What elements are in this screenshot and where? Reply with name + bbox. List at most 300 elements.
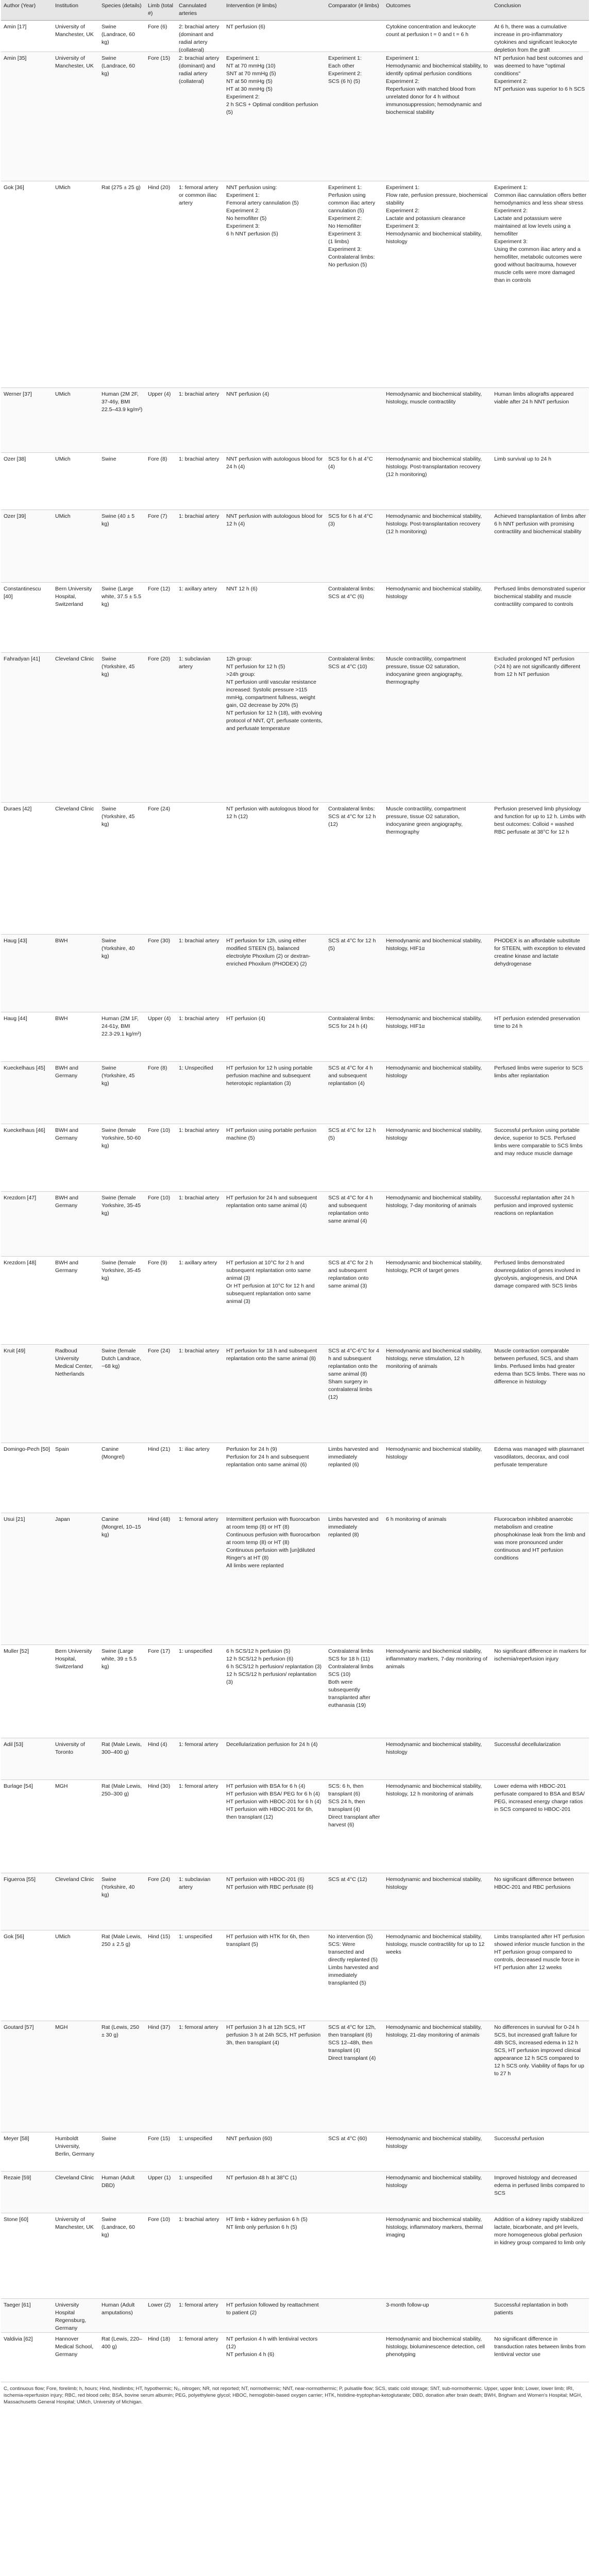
limb-cell [145, 2021, 176, 2132]
species-cell-text: Swine (female Yorkshire, 35-45 kg) [102, 1195, 141, 1216]
author-cell [1, 1930, 53, 2021]
outcomes-cell-text: Hemodynamic and biochemical stability, inflammatory markers, 7-day monitoring of animals [386, 1648, 487, 1670]
institution-cell [53, 2172, 99, 2213]
arteries-cell-text: 1: brachial artery [179, 1127, 220, 1133]
conclusion-cell [492, 1873, 589, 1930]
outcomes-cell-text: Muscle contractility, compartment pressure, tissue O2 saturation, indocyanine green angiography, thermography [386, 656, 466, 685]
species-cell-text: Swine (Yorkshire, 45 kg) [102, 656, 135, 677]
comparator-cell-text: SCS at 4°C for 4 h and subsequent replantation (4) [328, 1065, 373, 1087]
limb-cell-text: Hind (20) [148, 184, 171, 191]
arteries-cell [176, 1124, 224, 1192]
author-cell-text: Taeger [61] [4, 2302, 31, 2308]
conclusion-cell [492, 1930, 589, 2021]
outcomes-cell [383, 2299, 492, 2333]
conclusion-cell [492, 2172, 589, 2213]
species-cell-text: Swine [102, 2136, 116, 2142]
species-cell [99, 2172, 145, 2213]
intervention-cell-text: 12h group: NT perfusion for 12 h (5) >24h group: NT perfusion until vascular resistance increased: Systolic pressure >115 mmHg, compartment fullness, weight gain, O2 decrease by 20% (5) NT perfusion for 12 h (18), with evolving protocol of NNT, QT, perfusate contents, and perfusate temperature [226, 656, 323, 732]
institution-cell-text: Cleveland Clinic [55, 2175, 94, 2181]
conclusion-cell-text: Perfused limbs were superior to SCS limbs after replantation [494, 1065, 583, 1079]
institution-cell-text: Spain [55, 1446, 69, 1452]
table-row [1, 1012, 589, 1062]
intervention-cell [224, 453, 326, 510]
limb-cell-text: Hind (15) [148, 1934, 171, 1940]
limb-cell-text: Hind (4) [148, 1741, 167, 1748]
comparator-cell [326, 1873, 383, 1930]
conclusion-cell [492, 1257, 589, 1345]
species-cell [99, 2299, 145, 2333]
intervention-cell-text: NNT perfusion with autologous blood for 12 h (4) [226, 513, 323, 527]
outcomes-cell [383, 1012, 492, 1062]
author-cell-text: Fahradyan [41] [4, 656, 40, 662]
intervention-cell [224, 2132, 326, 2172]
species-cell [99, 935, 145, 1012]
species-cell [99, 1513, 145, 1645]
intervention-cell [224, 1062, 326, 1124]
species-cell [99, 1345, 145, 1443]
intervention-cell-text: HT perfusion with HTK for 6h, then transplant (5) [226, 1934, 310, 1947]
conclusion-cell [492, 583, 589, 653]
species-cell [99, 453, 145, 510]
comparator-cell [326, 2333, 383, 2382]
arteries-cell [176, 653, 224, 803]
arteries-cell [176, 1012, 224, 1062]
limb-cell [145, 2132, 176, 2172]
comparator-cell [326, 1738, 383, 1780]
conclusion-cell [492, 803, 589, 935]
table-row [1, 2299, 589, 2333]
institution-cell [53, 1873, 99, 1930]
institution-cell-text: UMich [55, 456, 71, 462]
intervention-cell-text: HT perfusion 3 h at 12h SCS, HT perfusion 3 h at 24h SCS, HT perfusion 3h, then transplant (4) [226, 2024, 321, 2046]
outcomes-cell-text: Experiment 1: Flow rate, perfusion pressure, biochemical stability Experiment 2: Lactate and potassium clearance Experiment 3: Hemodynamic and biochemical stability, histology [386, 184, 488, 245]
institution-cell [53, 1124, 99, 1192]
arteries-cell-text: 1: brachial artery [179, 1195, 220, 1201]
intervention-cell-text: Intermittent perfusion with fluorocarbon at room temp (8) or HT (8) Continuous perfusion with fluorocarbon at room temp (8) or HT (8) Continuous perfusion with [un]diluted Ringer's at HT (8) All limbs were replanted [226, 1516, 321, 1569]
arteries-cell [176, 1062, 224, 1124]
arteries-cell [176, 21, 224, 52]
table-row [1, 1062, 589, 1124]
limb-cell-text: Lower (2) [148, 2302, 171, 2308]
species-cell [99, 52, 145, 181]
intervention-cell-text: NNT 12 h (6) [226, 586, 258, 592]
limb-cell [145, 1645, 176, 1738]
author-cell-text: Burlage [54] [4, 1783, 33, 1789]
conclusion-cell-text: Successful decellularization [494, 1741, 561, 1748]
comparator-cell [326, 388, 383, 453]
table-row [1, 1738, 589, 1780]
table-row [1, 388, 589, 453]
institution-cell [53, 1257, 99, 1345]
limb-cell-text: Upper (4) [148, 391, 171, 397]
limb-cell [145, 1873, 176, 1930]
arteries-cell-text: 2: brachial artery (dominant) and radial artery (collateral) [179, 55, 220, 84]
table-row [1, 583, 589, 653]
comparator-cell-text [328, 2174, 381, 2210]
author-cell-text: Figueroa [55] [4, 1876, 36, 1883]
comparator-cell-text: Limbs harvested and immediately replanted (8) [328, 1516, 379, 1538]
limb-cell [145, 1738, 176, 1780]
intervention-cell-text: HT limb + kidney perfusion 6 h (5) NT limb only perfusion 6 h (5) [226, 2216, 308, 2230]
species-cell [99, 388, 145, 453]
comparator-cell [326, 1192, 383, 1257]
limb-cell [145, 510, 176, 583]
outcomes-cell [383, 21, 492, 52]
arteries-cell-text [179, 805, 221, 931]
outcomes-cell-text: Hemodynamic and biochemical stability, histology, 21-day monitoring of animals [386, 2024, 482, 2038]
species-cell-text: Swine (female Dutch Landrace, ~68 kg) [102, 1348, 142, 1369]
intervention-cell [224, 1345, 326, 1443]
limb-cell-text: Fore (24) [148, 1348, 171, 1354]
intervention-cell-text: NNT perfusion (60) [226, 2136, 273, 2142]
arteries-cell [176, 1780, 224, 1873]
species-cell [99, 653, 145, 803]
institution-cell-text: UMich [55, 184, 71, 191]
author-cell-text: Kueckelhaus [46] [4, 1127, 45, 1133]
arteries-cell-text: 1: brachial artery [179, 513, 220, 519]
intervention-cell [224, 803, 326, 935]
conclusion-cell [492, 2299, 589, 2333]
outcomes-cell [383, 1443, 492, 1513]
intervention-cell-text: NT perfusion with HBOC-201 (6) NT perfusion with RBC perfusate (6) [226, 1876, 314, 1890]
table-row [1, 1513, 589, 1645]
table-row [1, 2021, 589, 2132]
author-cell-text: Usui [21] [4, 1516, 25, 1522]
outcomes-cell-text: Hemodynamic and biochemical stability, histology [386, 2136, 482, 2149]
arteries-cell [176, 1192, 224, 1257]
limb-cell [145, 2299, 176, 2333]
intervention-cell-text: NNT perfusion (4) [226, 391, 269, 397]
intervention-cell-text: NNT perfusion using: Experiment 1: Femoral artery cannulation (5) Experiment 2: No hemofilter (5) Experiment 3: 6 h NNT perfusion (5) [226, 184, 299, 237]
outcomes-cell [383, 510, 492, 583]
limb-cell [145, 1192, 176, 1257]
institution-cell [53, 1192, 99, 1257]
arteries-cell-text: 1: femoral artery [179, 2024, 218, 2030]
author-cell-text: Rezaie [59] [4, 2175, 31, 2181]
conclusion-cell-text: Experiment 1: Common iliac cannulation offers better hemodynamics and less shear stress Experiment 2: Lactate and potassium were maintained at low levels using a hemofilter Experiment 3: Using the common iliac artery and a hemofilter, metabolic outcomes were good without bacitrauma, however muscle cells were more damaged than in controls [494, 184, 586, 283]
limb-cell-text: Fore (6) [148, 24, 167, 30]
arteries-cell [176, 803, 224, 935]
arteries-cell [176, 1930, 224, 2021]
comparator-cell [326, 52, 383, 181]
institution-cell-text: BWH and Germany [55, 1127, 78, 1141]
intervention-cell-text: HT perfusion followed by reattachment to patient (2) [226, 2302, 319, 2316]
author-cell-text: Gok [36] [4, 184, 24, 191]
species-cell-text: Swine (Yorkshire, 40 kg) [102, 938, 135, 959]
limb-cell [145, 583, 176, 653]
species-cell-text: Human (Adult amputations) [102, 2302, 135, 2316]
intervention-cell [224, 2299, 326, 2333]
author-cell [1, 52, 53, 181]
arteries-cell [176, 1738, 224, 1780]
table-row [1, 21, 589, 52]
comparator-cell [326, 510, 383, 583]
intervention-cell [224, 1873, 326, 1930]
author-cell [1, 1124, 53, 1192]
limb-cell-text: Fore (15) [148, 2136, 171, 2142]
arteries-cell-text: 1: subclavian artery [179, 1876, 211, 1890]
comparator-cell [326, 1930, 383, 2021]
comparator-cell [326, 2132, 383, 2172]
author-cell [1, 653, 53, 803]
arteries-cell-text: 1: brachial artery [179, 2216, 220, 2223]
institution-cell [53, 1645, 99, 1738]
arteries-cell-text: 1: femoral artery [179, 1516, 218, 1522]
species-cell-text: Swine (Yorkshire, 40 kg) [102, 1876, 135, 1898]
arteries-cell [176, 181, 224, 388]
author-cell [1, 388, 53, 453]
species-cell-text: Swine (Landrace, 60 kg) [102, 24, 135, 45]
intervention-cell-text: Perfusion for 24 h (9) Perfusion for 24 h and subsequent replantation onto same animal (6) [226, 1446, 309, 1468]
outcomes-cell [383, 2213, 492, 2299]
intervention-cell-text: NT perfusion 48 h at 38°C (1) [226, 2175, 297, 2181]
comparator-cell-text: Contralateral limbs: SCS at 4°C (6) [328, 586, 375, 600]
table-body [1, 21, 589, 2382]
comparator-cell-text [328, 2335, 381, 2379]
institution-cell-text: University Hospital Regensburg, Germany [55, 2302, 87, 2331]
conclusion-cell-text: Perfusion preserved limb physiology and function for up to 12 h. Limbs with best outcomes: Colloid + washed RBC perfusate at 38°C for 12 h [494, 806, 586, 835]
conclusion-cell [492, 1645, 589, 1738]
author-cell [1, 1257, 53, 1345]
col-comparator-header: Comparator (# limbs) [326, 0, 383, 21]
author-cell-text: Domingo-Pech [50] [4, 1446, 50, 1452]
species-cell-text: Rat (Male Lewis, 250–300 g) [102, 1783, 142, 1797]
comparator-cell [326, 1062, 383, 1124]
outcomes-cell [383, 1513, 492, 1645]
intervention-cell [224, 583, 326, 653]
conclusion-cell [492, 388, 589, 453]
institution-cell-text: MGH [55, 2024, 68, 2030]
outcomes-cell [383, 181, 492, 388]
conclusion-cell [492, 1513, 589, 1645]
outcomes-cell-text: Hemodynamic and biochemical stability, histology. Post-transplantation recovery (12 h monitoring) [386, 456, 482, 478]
table-row [1, 1780, 589, 1873]
comparator-cell-text: SCS for 6 h at 4°C (4) [328, 456, 373, 470]
institution-cell [53, 583, 99, 653]
comparator-cell-text [328, 23, 381, 48]
intervention-cell-text: HT perfusion for 12h, using either modified STEEN (5), balanced electrolyte Phoxilum (2) or dextran-enriched Phoxilum (PHODEX) (2) [226, 938, 311, 967]
institution-cell [53, 2132, 99, 2172]
institution-cell-text: BWH and Germany [55, 1260, 78, 1274]
conclusion-cell-text: Addition of a kidney rapidly stabilized lactate, bicarbonate, and pH levels, more homogeneous global perfusion in kidney group compared to limb only [494, 2216, 585, 2246]
conclusion-cell [492, 1062, 589, 1124]
intervention-cell [224, 1513, 326, 1645]
institution-cell-text: Hannover Medical School, Germany [55, 2336, 94, 2358]
col-arteries-header: Cannulated arteries [176, 0, 224, 21]
author-cell-text: Werner [37] [4, 391, 32, 397]
outcomes-cell-text: Hemodynamic and biochemical stability, histology, bioluminescence detection, cell phenotyping [386, 2336, 485, 2358]
comparator-cell [326, 935, 383, 1012]
outcomes-cell-text: Hemodynamic and biochemical stability, histology [386, 2175, 482, 2189]
arteries-cell-text: 1: unspecified [179, 2136, 212, 2142]
limb-cell-text: Fore (8) [148, 1065, 167, 1071]
institution-cell-text: Humboldt University, Berlin, Germany [55, 2136, 94, 2157]
institution-cell-text: BWH [55, 1015, 68, 1022]
species-cell-text: Swine (Yorkshire, 45 kg) [102, 1065, 135, 1087]
arteries-cell [176, 388, 224, 453]
outcomes-cell [383, 1873, 492, 1930]
limb-cell-text: Fore (9) [148, 1260, 167, 1266]
arteries-cell-text: 1: femoral artery [179, 1741, 218, 1748]
table-row [1, 2213, 589, 2299]
institution-cell-text: University of Toronto [55, 1741, 85, 1755]
intervention-cell-text: NT perfusion 4 h with lentiviral vectors (12) NT perfusion 4 h (6) [226, 2336, 318, 2358]
comparator-cell-text: Contralateral limbs: SCS at 4°C (10) [328, 656, 375, 670]
conclusion-cell-text: Successful replantation in both patients [494, 2302, 568, 2316]
arteries-cell-text: 1: femoral artery [179, 2336, 218, 2342]
intervention-cell [224, 1930, 326, 2021]
author-cell-text: Haug [44] [4, 1015, 27, 1022]
species-cell-text: Human (2M 1F, 24-61y, BMI 22.3-29.1 kg/m²) [102, 1015, 142, 1037]
author-cell [1, 1012, 53, 1062]
arteries-cell [176, 2333, 224, 2382]
species-cell [99, 1873, 145, 1930]
limb-cell-text: Fore (17) [148, 1648, 171, 1654]
arteries-cell-text: 1: unspecified [179, 1934, 212, 1940]
arteries-cell [176, 2213, 224, 2299]
intervention-cell [224, 1012, 326, 1062]
species-cell [99, 1192, 145, 1257]
institution-cell-text: BWH and Germany [55, 1065, 78, 1079]
species-cell-text: Swine (Large white, 37.5 ± 5.5 kg) [102, 586, 141, 607]
intervention-cell-text: NT perfusion with autologous blood for 12 h (12) [226, 806, 319, 820]
limb-cell-text: Fore (24) [148, 806, 171, 812]
arteries-cell [176, 453, 224, 510]
institution-cell [53, 1930, 99, 2021]
limb-cell-text: Fore (10) [148, 1127, 171, 1133]
limb-cell [145, 2172, 176, 2213]
species-cell-text: Human (2M 2F, 37-46y, BMI 22.5–43.9 kg/m²) [102, 391, 143, 413]
col-species-header: Species (details) [99, 0, 145, 21]
outcomes-cell-text: 3-month follow-up [386, 2302, 429, 2308]
conclusion-cell-text: No significant difference between HBOC-201 and RBC perfusions [494, 1876, 574, 1890]
institution-cell [53, 1062, 99, 1124]
species-cell-text: Swine (Landrace, 60 kg) [102, 55, 135, 77]
intervention-cell-text: Decellularization perfusion for 24 h (4) [226, 1741, 318, 1748]
outcomes-cell-text: Hemodynamic and biochemical stability, histology [386, 586, 482, 600]
author-cell-text: Constantinescu [40] [4, 586, 41, 600]
intervention-cell [224, 2213, 326, 2299]
limb-cell [145, 1345, 176, 1443]
limb-cell-text: Fore (24) [148, 1876, 171, 1883]
author-cell-text: Kruit [49] [4, 1348, 26, 1354]
arteries-cell [176, 1873, 224, 1930]
institution-cell-text: UMich [55, 1934, 71, 1940]
institution-cell [53, 1738, 99, 1780]
author-cell [1, 935, 53, 1012]
arteries-cell-text: 1: brachial artery [179, 456, 220, 462]
species-cell [99, 1738, 145, 1780]
institution-cell [53, 1345, 99, 1443]
intervention-cell-text: HT perfusion for 12 h using portable perfusion machine and subsequent heterotopic replantation (3) [226, 1065, 313, 1087]
species-cell-text: Swine (40 ± 5 kg) [102, 513, 135, 527]
conclusion-cell-text: Successful replantation after 24 h perfusion and improved systemic reactions on replantation [494, 1195, 575, 1216]
author-cell [1, 2021, 53, 2132]
species-cell [99, 510, 145, 583]
outcomes-cell [383, 1257, 492, 1345]
institution-cell [53, 935, 99, 1012]
table-row [1, 1257, 589, 1345]
table-row [1, 1192, 589, 1257]
intervention-cell [224, 1645, 326, 1738]
species-cell [99, 1124, 145, 1192]
institution-cell [53, 2299, 99, 2333]
comparator-cell [326, 583, 383, 653]
col-institution-header: Institution [53, 0, 99, 21]
institution-cell [53, 2021, 99, 2132]
table-row [1, 803, 589, 935]
intervention-cell-text: HT perfusion for 24 h and subsequent replantation onto same animal (4) [226, 1195, 317, 1209]
conclusion-cell [492, 453, 589, 510]
comparator-cell-text: SCS: 6 h, then transplant (6) SCS 24 h, then transplant (4) Direct transplant after harvest (6) [328, 1783, 380, 1828]
limb-cell [145, 1124, 176, 1192]
comparator-cell [326, 453, 383, 510]
conclusion-cell [492, 1443, 589, 1513]
intervention-cell [224, 1124, 326, 1192]
table-row [1, 2172, 589, 2213]
col-outcomes-header: Outcomes [383, 0, 492, 21]
outcomes-cell [383, 803, 492, 935]
species-cell-text: Human (Adult DBD) [102, 2175, 135, 2189]
limb-cell [145, 1513, 176, 1645]
author-cell [1, 2213, 53, 2299]
species-cell-text: Swine (Large white, 39 ± 5.5 kg) [102, 1648, 137, 1670]
outcomes-cell-text: Hemodynamic and biochemical stability, histology [386, 1065, 482, 1079]
outcomes-cell [383, 653, 492, 803]
comparator-cell-text [328, 391, 381, 449]
outcomes-cell-text: Experiment 1: Hemodynamic and biochemical stability, to identify optimal perfusion conditions Experiment 2: Reperfusion with matched blood from unrelated donor for 4 h without immunosuppression; hemodynamic and biochemical stability [386, 55, 488, 115]
conclusion-cell-text: NT perfusion had best outcomes and was deemed to have "optimal conditions" Experiment 2: NT perfusion was superior to 6 h SCS [494, 55, 585, 92]
species-cell [99, 181, 145, 388]
table-row [1, 653, 589, 803]
comparator-cell [326, 1345, 383, 1443]
author-cell [1, 1443, 53, 1513]
species-cell-text: Swine (female Yorkshire, 35-45 kg) [102, 1260, 141, 1281]
comparator-cell-text: Contralateral limbs SCS for 18 h (11) Contralateral limbs SCS (10) Both were subsequently transplanted after euthanasia (19) [328, 1648, 374, 1708]
institution-cell [53, 21, 99, 52]
author-cell-text: Amin [35] [4, 55, 27, 61]
arteries-cell [176, 510, 224, 583]
conclusion-cell-text: No significant difference in transduction rates between limbs from lentiviral vector use [494, 2336, 586, 2358]
outcomes-cell-text: Hemodynamic and biochemical stability, histology, inflammatory markers, thermal imaging [386, 2216, 483, 2238]
comparator-cell-text: SCS at 4°C for 2 h and subsequent replantation onto same animal (3) [328, 1260, 373, 1289]
outcomes-cell [383, 388, 492, 453]
limb-cell [145, 1930, 176, 2021]
limb-cell [145, 388, 176, 453]
outcomes-cell [383, 2021, 492, 2132]
species-cell [99, 1780, 145, 1873]
table-row [1, 510, 589, 583]
limb-cell [145, 2213, 176, 2299]
arteries-cell-text: 1: femoral artery [179, 1783, 218, 1789]
limb-cell [145, 1012, 176, 1062]
conclusion-cell-text: Limbs transplanted after HT perfusion showed inferior muscle function in the HT perfusion group compared to controls, decreased muscle force in HT perfusion after 12 weeks [494, 1934, 585, 1971]
intervention-cell [224, 1443, 326, 1513]
table-row [1, 1930, 589, 2021]
species-cell [99, 2213, 145, 2299]
intervention-cell [224, 2333, 326, 2382]
arteries-cell-text: 1: brachial artery [179, 938, 220, 944]
intervention-cell [224, 653, 326, 803]
conclusion-cell-text: Lower edema with HBOC-201 perfusate compared to BSA and BSA/ PEG, increased energy charge ratios in SCS compared to HBOC-201 [494, 1783, 585, 1812]
outcomes-cell-text: Hemodynamic and biochemical stability, histology, PCR of target genes [386, 1260, 482, 1274]
conclusion-cell-text: Human limbs allografts appeared viable after 24 h NNT perfusion [494, 391, 574, 405]
institution-cell [53, 2213, 99, 2299]
arteries-cell [176, 52, 224, 181]
conclusion-cell [492, 1780, 589, 1873]
table-row [1, 453, 589, 510]
author-cell [1, 803, 53, 935]
